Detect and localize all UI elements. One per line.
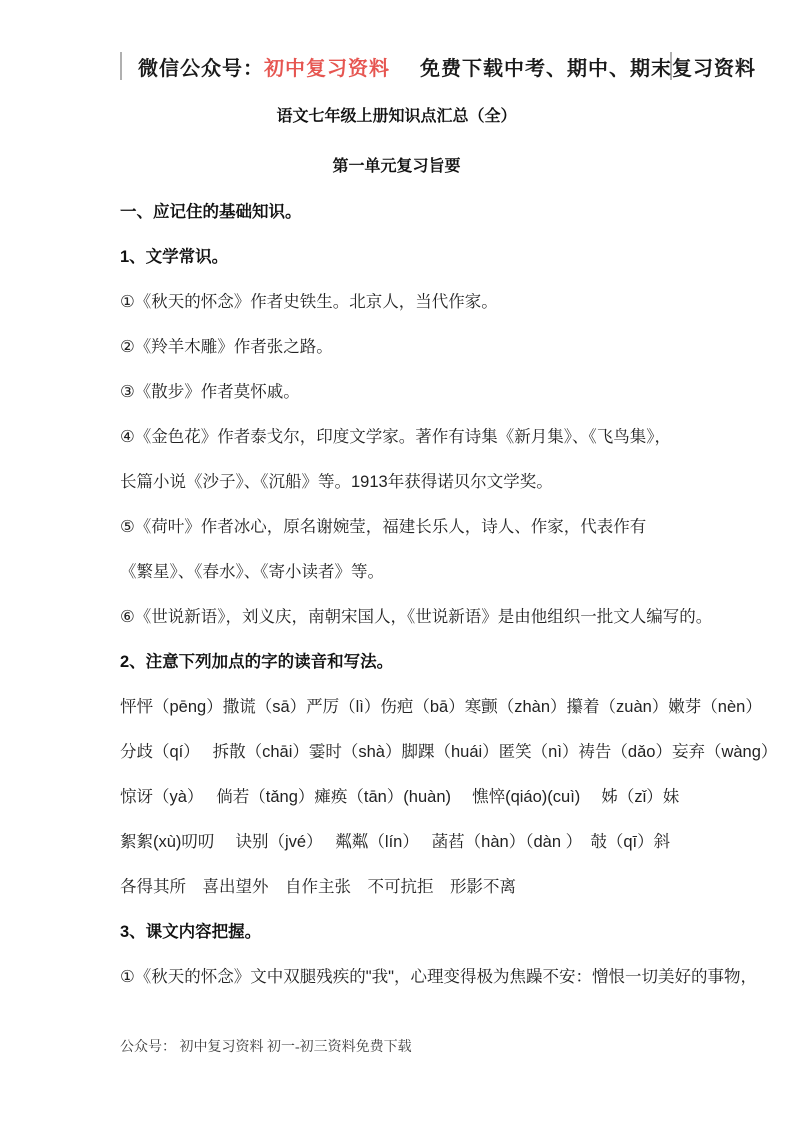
document-title: 语文七年级上册知识点汇总（全） <box>276 108 517 125</box>
banner-offer-text: 免费下载中考、期中、期末复习资料 <box>420 57 756 80</box>
literature-item: ①《秋天的怀念》作者史铁生。北京人，当代作家。 <box>120 293 498 311</box>
subheading-text-comprehension: 3、课文内容把握。 <box>120 923 262 941</box>
banner-prefix: 微信公众号： <box>138 57 264 80</box>
pinyin-line: 惊讶（yà） 倘若（tǎng）瘫痪（tān）(huàn) 憔悴(qiáo)(cuì) 姊（zǐ）妹 <box>120 788 680 806</box>
literature-item: ⑥《世说新语》，刘义庆，南朝宋国人，《世说新语》是由他组织一批文人编写的。 <box>120 608 713 626</box>
literature-item: ②《羚羊木雕》作者张之路。 <box>120 338 333 356</box>
literature-item: ④《金色花》作者泰戈尔，印度文学家。著作有诗集《新月集》、《飞鸟集》，长篇小说《沙子》、《沉船》等。1913年获得诺贝尔文学奖。 <box>120 428 672 491</box>
document-body <box>120 190 778 1000</box>
pinyin-line: 分歧（qí） 拆散（chāi）霎时（shà）脚踝（huái）匿笑（nì）祷告（dǎo）妄弃（wàng） <box>120 743 778 761</box>
pinyin-line: 絮絮(xù)叨叨 诀别（jvé） 粼粼（lín） 菡萏（hàn）（dàn ） 攲（qī）斜 <box>120 833 671 851</box>
literature-item: ⑤《荷叶》作者冰心，原名谢婉莹，福建长乐人，诗人、作家，代表作有《繁星》、《春水》、《寄小读者》等。 <box>120 518 647 581</box>
literature-item: ③《散步》作者莫怀戚。 <box>120 383 300 401</box>
comprehension-line: ①《秋天的怀念》文中双腿残疾的"我"，心理变得极为焦躁不安：憎恨一切美好的事物， <box>120 968 758 986</box>
footer-note: 公众号： 初中复习资料 初一-初三资料免费下载 <box>120 1040 412 1055</box>
wechat-banner <box>120 52 756 80</box>
pinyin-line: 怦怦（pēng）撒谎（sā）严厉（lì）伤疤（bā）寒颤（zhàn）攥着（zuàn）嫩芽（nèn） <box>120 698 762 716</box>
unit-section-title: 第一单元复习旨要 <box>332 158 461 175</box>
subheading-pronunciation: 2、注意下列加点的字的读音和写法。 <box>120 653 394 671</box>
banner-brand-name: 初中复习资料 <box>264 57 390 80</box>
subheading-literature: 1、文学常识。 <box>120 248 229 266</box>
idiom-line: 各得其所 喜出望外 自作主张 不可抗拒 形影不离 <box>120 878 516 896</box>
heading-basics: 一、应记住的基础知识。 <box>120 203 302 221</box>
